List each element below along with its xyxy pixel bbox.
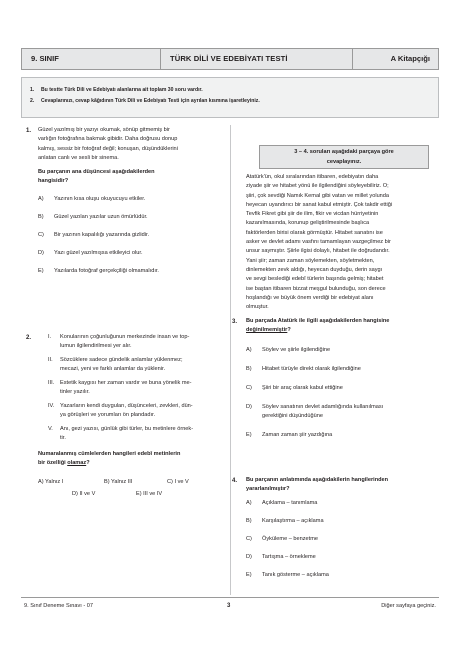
question-number: 3.: [232, 319, 238, 325]
option-e[interactable]: E) Yazılarda fotoğraf gerçekçiliği olmamalıdır.: [38, 268, 159, 274]
instruction-item: 1. Bu testte Türk Dili ve Edebiyatı alanlarına ait toplam 30 soru vardır.: [30, 87, 203, 93]
option-c[interactable]: C) Bir yazının kapalılığı yazarında gizlidir.: [38, 232, 150, 238]
question-stem: Numaralanmış cümlelerden hangileri edebî metinlerin bir özelliği olamaz?: [38, 451, 181, 467]
next-page-note: Diğer sayfaya geçiniz.: [381, 603, 436, 609]
option-e[interactable]: E) Tanık gösterme – açıklama: [246, 572, 329, 578]
question-number: 1.: [26, 128, 32, 134]
option-a[interactable]: A) Yazının kısa oluşu okuyucuyu etkiler.: [38, 196, 146, 202]
reading-passage: Atatürk'ün, okul sıralarından itibaren, edebiyatın daha ziyade şiir ve hitabet yönü ile ilgilendiğini söyleyebiliriz. O; şiiri, çok sevdiği Namık Kemal gibi vatan ve millet yolunda heyecan uyandırıcı bir sanat kabul etmiştir. Çok takdir ettiği Tevfik Fikret gibi şiir de ilim, fikir ve vicdan hürriyetinin kazanılmasında, korunup geliştirilmesinde başlıca faktörlerden birisi olarak görmüştür. Hitabet sanatını ise asker ve devlet adamı vasfını tamamlayan vazgeçilmez bir unsur saymıştır. Şiirle ilgisi dolaylı, hitabet ile doğrudandır. Yani şiir; zaman zaman söylemekten, söyletmekten, dinlemekten zevk aldığı, heyecan duyduğu, derin saygı ve sevgi beslediği edebî türlerin başında gelmiş; hitabet ise baştan itibaren bizzat meşgul bulunduğu, son derece hoşlandığı ve büyük önem verdiği bir edebiyat alanı olmuştur.: [246, 174, 393, 311]
option-b[interactable]: B) Hitabet türüyle direkt olarak ilgilendiğine: [246, 366, 361, 372]
option-d[interactable]: D) Tartışma – örnekleme: [246, 554, 316, 560]
test-header: [21, 48, 439, 70]
passage-heading-box: [259, 145, 429, 169]
option-d[interactable]: D) Yazı güzel yazılmışsa etkileyici olur.: [38, 250, 143, 256]
option-c[interactable]: C) I ve V: [167, 479, 189, 485]
option-b[interactable]: B) Yalnız III: [104, 479, 133, 485]
roman-item-2: II. Sözcüklere sadece gündelik anlamlar yüklenmez; mecazi, yeni ve farklı anlamlar da yüklenir.: [48, 357, 183, 373]
question-passage: Güzel yazılmış bir yazıyı okumak, sönüp gitmemiş bir varlığın fotoğrafına bakmak gibidir. Daha doğrusu donup kalmış, sessiz bir fotoğraf değil; konuşan, düşündüklerini anlatan canlı ve sesli bir sinema.: [38, 127, 178, 161]
page-number: 3: [227, 603, 231, 609]
option-a[interactable]: A) Söylev ve şiirle ilgilendiğine: [246, 347, 331, 353]
booklet-label: A Kitapçığı: [390, 54, 430, 63]
exam-name: 9. Sınıf Deneme Sınavı - 07: [24, 603, 94, 609]
question-stem: Bu parçada Atatürk ile ilgili aşağıdakilerden hangisine değinilmemiştir?: [246, 318, 390, 334]
instructions-box: [21, 77, 439, 118]
option-c[interactable]: C) Öyküleme – benzetme: [246, 536, 318, 542]
roman-item-1: I. Konularının çoğunluğunun merkezinde insan ve top- lumun ilgilendirilmesi yer alır.: [48, 334, 190, 350]
question-number: 2.: [26, 335, 32, 341]
roman-item-5: V. Anı, gezi yazısı, günlük gibi türler, bu metinlere örnek- tir.: [48, 426, 194, 442]
question-stem: Bu parçanın anlatımında aşağıdakilerin hangilerinden yararlanılmıştır?: [246, 477, 389, 493]
option-b[interactable]: B) Güzel yazılan yazılar uzun ömürlüdür.: [38, 214, 148, 220]
option-c[interactable]: C) Şiiri bir araç olarak kabul ettiğine: [246, 385, 343, 391]
option-a[interactable]: A) Yalnız I: [38, 479, 64, 485]
roman-item-4: IV. Yazarların kendi duyguları, düşünceleri, zevkleri, dün- ya görüşleri ve yorumları ön plandadır.: [48, 403, 193, 419]
subject-title: TÜRK DİLİ VE EDEBİYATI TESTİ: [170, 54, 288, 63]
footer-divider: [21, 597, 439, 598]
passage-heading: 3 – 4. soruları aşağıdaki parçaya göre: [294, 149, 394, 155]
question-stem: Bu parçanın ana düşüncesi aşağıdakilerden hangisidir?: [38, 169, 155, 185]
instruction-item: 2. Cevaplarınızı, cevap kâğıdının Türk Dili ve Edebiyatı Testi için ayrılan kısmına işaretleyiniz.: [30, 98, 260, 104]
header-divider: [160, 49, 161, 69]
question-number: 4.: [232, 478, 238, 484]
column-divider: [230, 125, 231, 595]
option-e[interactable]: E) III ve IV: [136, 491, 163, 497]
roman-item-3: III. Estetik kaygısı her zaman vardır ve buna yönelik me- tinler yazılır.: [48, 380, 192, 396]
option-b[interactable]: B) Karşılaştırma – açıklama: [246, 518, 324, 524]
header-divider: [352, 49, 353, 69]
option-a[interactable]: A) Açıklama – tanımlama: [246, 500, 318, 506]
option-d[interactable]: D) II ve V: [72, 491, 96, 497]
grade-label: 9. SINIF: [31, 54, 59, 63]
option-e[interactable]: E) Zaman zaman şiir yazdığına: [246, 432, 333, 438]
passage-heading-cont: cevaplayınız.: [326, 159, 362, 165]
option-d[interactable]: D) Söylev sanatının devlet adamlığında kullanılması gerektiğini düşündüğüne: [246, 404, 384, 419]
